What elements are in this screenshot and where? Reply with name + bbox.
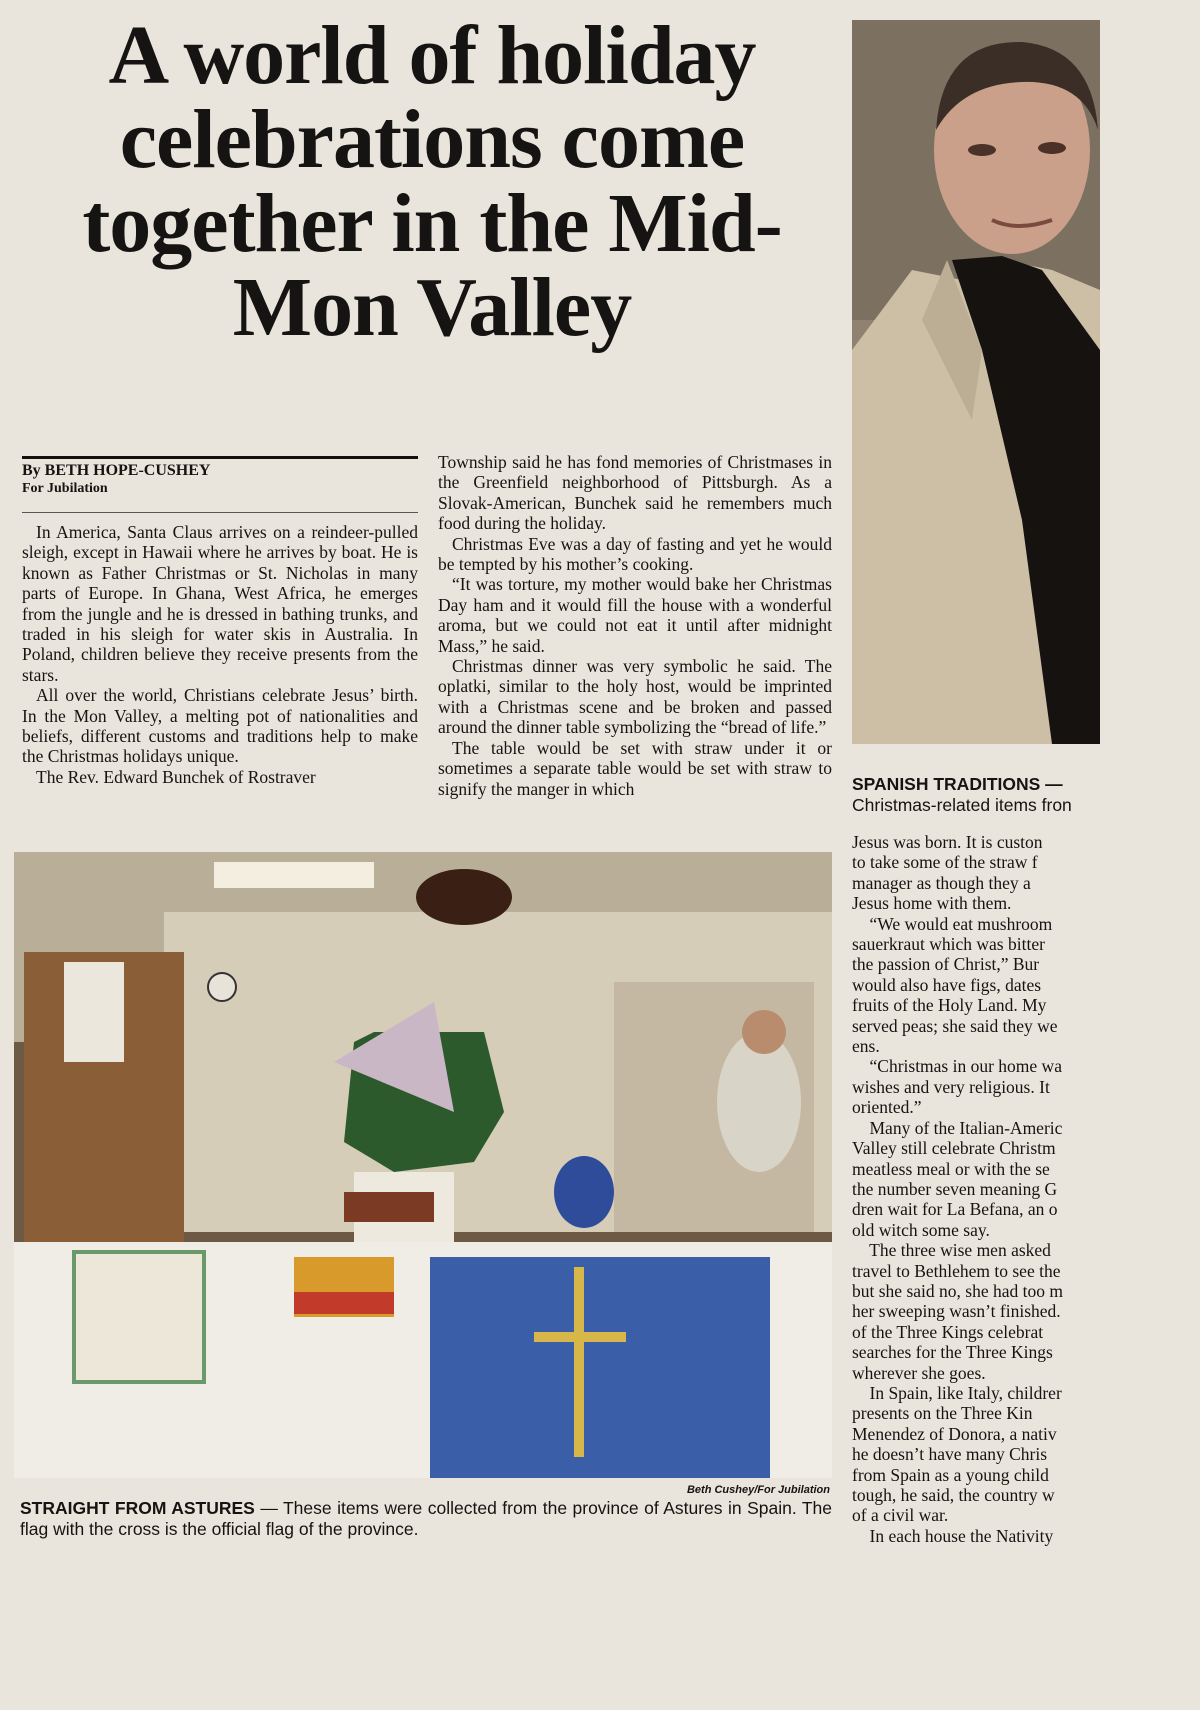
column-3-line: Jesus home with them.: [852, 893, 1012, 914]
column-3-line: ens.: [852, 1036, 880, 1057]
column-3-line: tough, he said, the country w: [852, 1485, 1055, 1505]
byline: [22, 462, 418, 498]
column-3-line: the passion of Christ,” Bur: [852, 954, 1040, 975]
photo-caption: [20, 1498, 832, 1540]
spanish-caption-title: SPANISH TRADITIONS —: [852, 774, 1063, 794]
column-3-line: “Christmas in our home wa: [852, 1056, 1062, 1077]
column-3-line: he doesn’t have many Chris: [852, 1444, 1048, 1465]
column-3-line: Menendez of Donora, a nativ: [852, 1423, 1057, 1444]
column-3-line: the number seven meaning G: [852, 1178, 1058, 1199]
column-3-line: old witch some say.: [852, 1219, 990, 1240]
column-3-line: Valley still celebrate Christm: [852, 1138, 1056, 1159]
spanish-caption-text: Christmas-related items fron: [852, 795, 1072, 815]
column-3-line: travel to Bethlehem to see the: [852, 1260, 1061, 1281]
caption-title: STRAIGHT FROM ASTURES: [20, 1498, 255, 1518]
column-3-line: of the Three Kings celebrat: [852, 1321, 1044, 1342]
column-3-line: manager as though they a: [852, 872, 1031, 893]
paragraph: The table would be set with straw under it or sometimes a separate table would be set with straw to signify the manger in which: [438, 737, 832, 799]
article-column-3: [852, 832, 1100, 1568]
column-3-line: In each house the Nativity: [852, 1525, 1054, 1546]
column-3-line: presents on the Three Kin: [852, 1403, 1033, 1424]
byline-author: By BETH HOPE-CUSHEY: [22, 462, 211, 479]
column-3-line: The three wise men asked: [852, 1240, 1051, 1261]
column-3-line: served peas; she said they we: [852, 1015, 1058, 1036]
column-3-line: to take some of the straw f: [852, 852, 1038, 873]
column-3-line: meatless meal or with the se: [852, 1158, 1050, 1179]
article-column-1: [22, 522, 418, 840]
paragraph: In America, Santa Claus arrives on a reindeer-pulled sleigh, except in Hawaii where he arrives by boat. He is known as Father Christmas or St. Nicholas in many parts of Europe. In Ghana, West Africa, he emerges from the jungle and he is dressed in bathing trunks, and traded in his sleigh for water skis in Australia. In Poland, children believe they receive presents from the stars.: [22, 522, 418, 685]
column-3-line: sauerkraut which was bitter: [852, 934, 1045, 955]
caption-text: — These items were collected from the province of Astures in Spain. The flag with the cross is the official flag of the province.: [20, 1498, 832, 1539]
paragraph: All over the world, Christians celebrate Jesus’ birth. In the Mon Valley, a melting pot of nationalities and beliefs, different customs and traditions help to make the Christmas holidays unique.: [22, 685, 418, 767]
column-3-line: dren wait for La Befana, an o: [852, 1199, 1058, 1220]
column-3-line: her sweeping wasn’t finished.: [852, 1301, 1061, 1322]
paragraph: Township said he has fond memories of Christmases in the Greenfield neighborhood of Pittsburgh. As a Slovak-American, Bunchek said he remembers much food during the holiday.: [438, 452, 832, 534]
column-3-line: wherever she goes.: [852, 1362, 986, 1383]
column-3-line: Many of the Italian-Americ: [852, 1117, 1063, 1138]
byline-divider: [22, 512, 418, 513]
column-3-line: In Spain, like Italy, childrer: [852, 1382, 1062, 1403]
byline-credit: For Jubilation: [22, 481, 108, 496]
column-3-line: searches for the Three Kings: [852, 1342, 1053, 1363]
column-3-line: of a civil war.: [852, 1505, 949, 1526]
article-column-2: [438, 452, 832, 842]
column-3-line: oriented.”: [852, 1097, 922, 1118]
paragraph: Christmas dinner was very symbolic he said. The oplatki, similar to the holy host, would be imprinted with a Christmas scene and be broken and passed around the dinner table symbolizing the “bread of life.”: [438, 656, 832, 738]
paragraph: The Rev. Edward Bunchek of Rostraver: [36, 766, 316, 787]
paragraph: Christmas Eve was a day of fasting and yet he would be tempted by his mother’s cooking.: [438, 533, 832, 575]
paragraph: “It was torture, my mother would bake her Christmas Day ham and it would fill the house with a wonderful aroma, but we could not eat it until after midnight Mass,” he said.: [438, 574, 832, 656]
spanish-traditions-caption: [852, 774, 1100, 816]
column-3-line: but she said no, she had too m: [852, 1280, 1063, 1301]
byline-rule: [22, 456, 418, 459]
column-3-line: “We would eat mushroom: [852, 913, 1053, 934]
astures-items-photo: [14, 852, 832, 1478]
column-3-line: wishes and very religious. It: [852, 1076, 1050, 1097]
column-3-line: Jesus was born. It is custon: [852, 832, 1043, 852]
column-3-line: from Spain as a young child: [852, 1464, 1049, 1485]
photo-credit: Beth Cushey/For Jubilation: [686, 1484, 830, 1496]
column-3-line: would also have figs, dates: [852, 974, 1042, 995]
column-3-line: fruits of the Holy Land. My: [852, 995, 1047, 1016]
headline: A world of holiday celebrations come together in the Mid-Mon Valley: [82, 9, 782, 354]
portrait-photo: [852, 20, 1100, 744]
